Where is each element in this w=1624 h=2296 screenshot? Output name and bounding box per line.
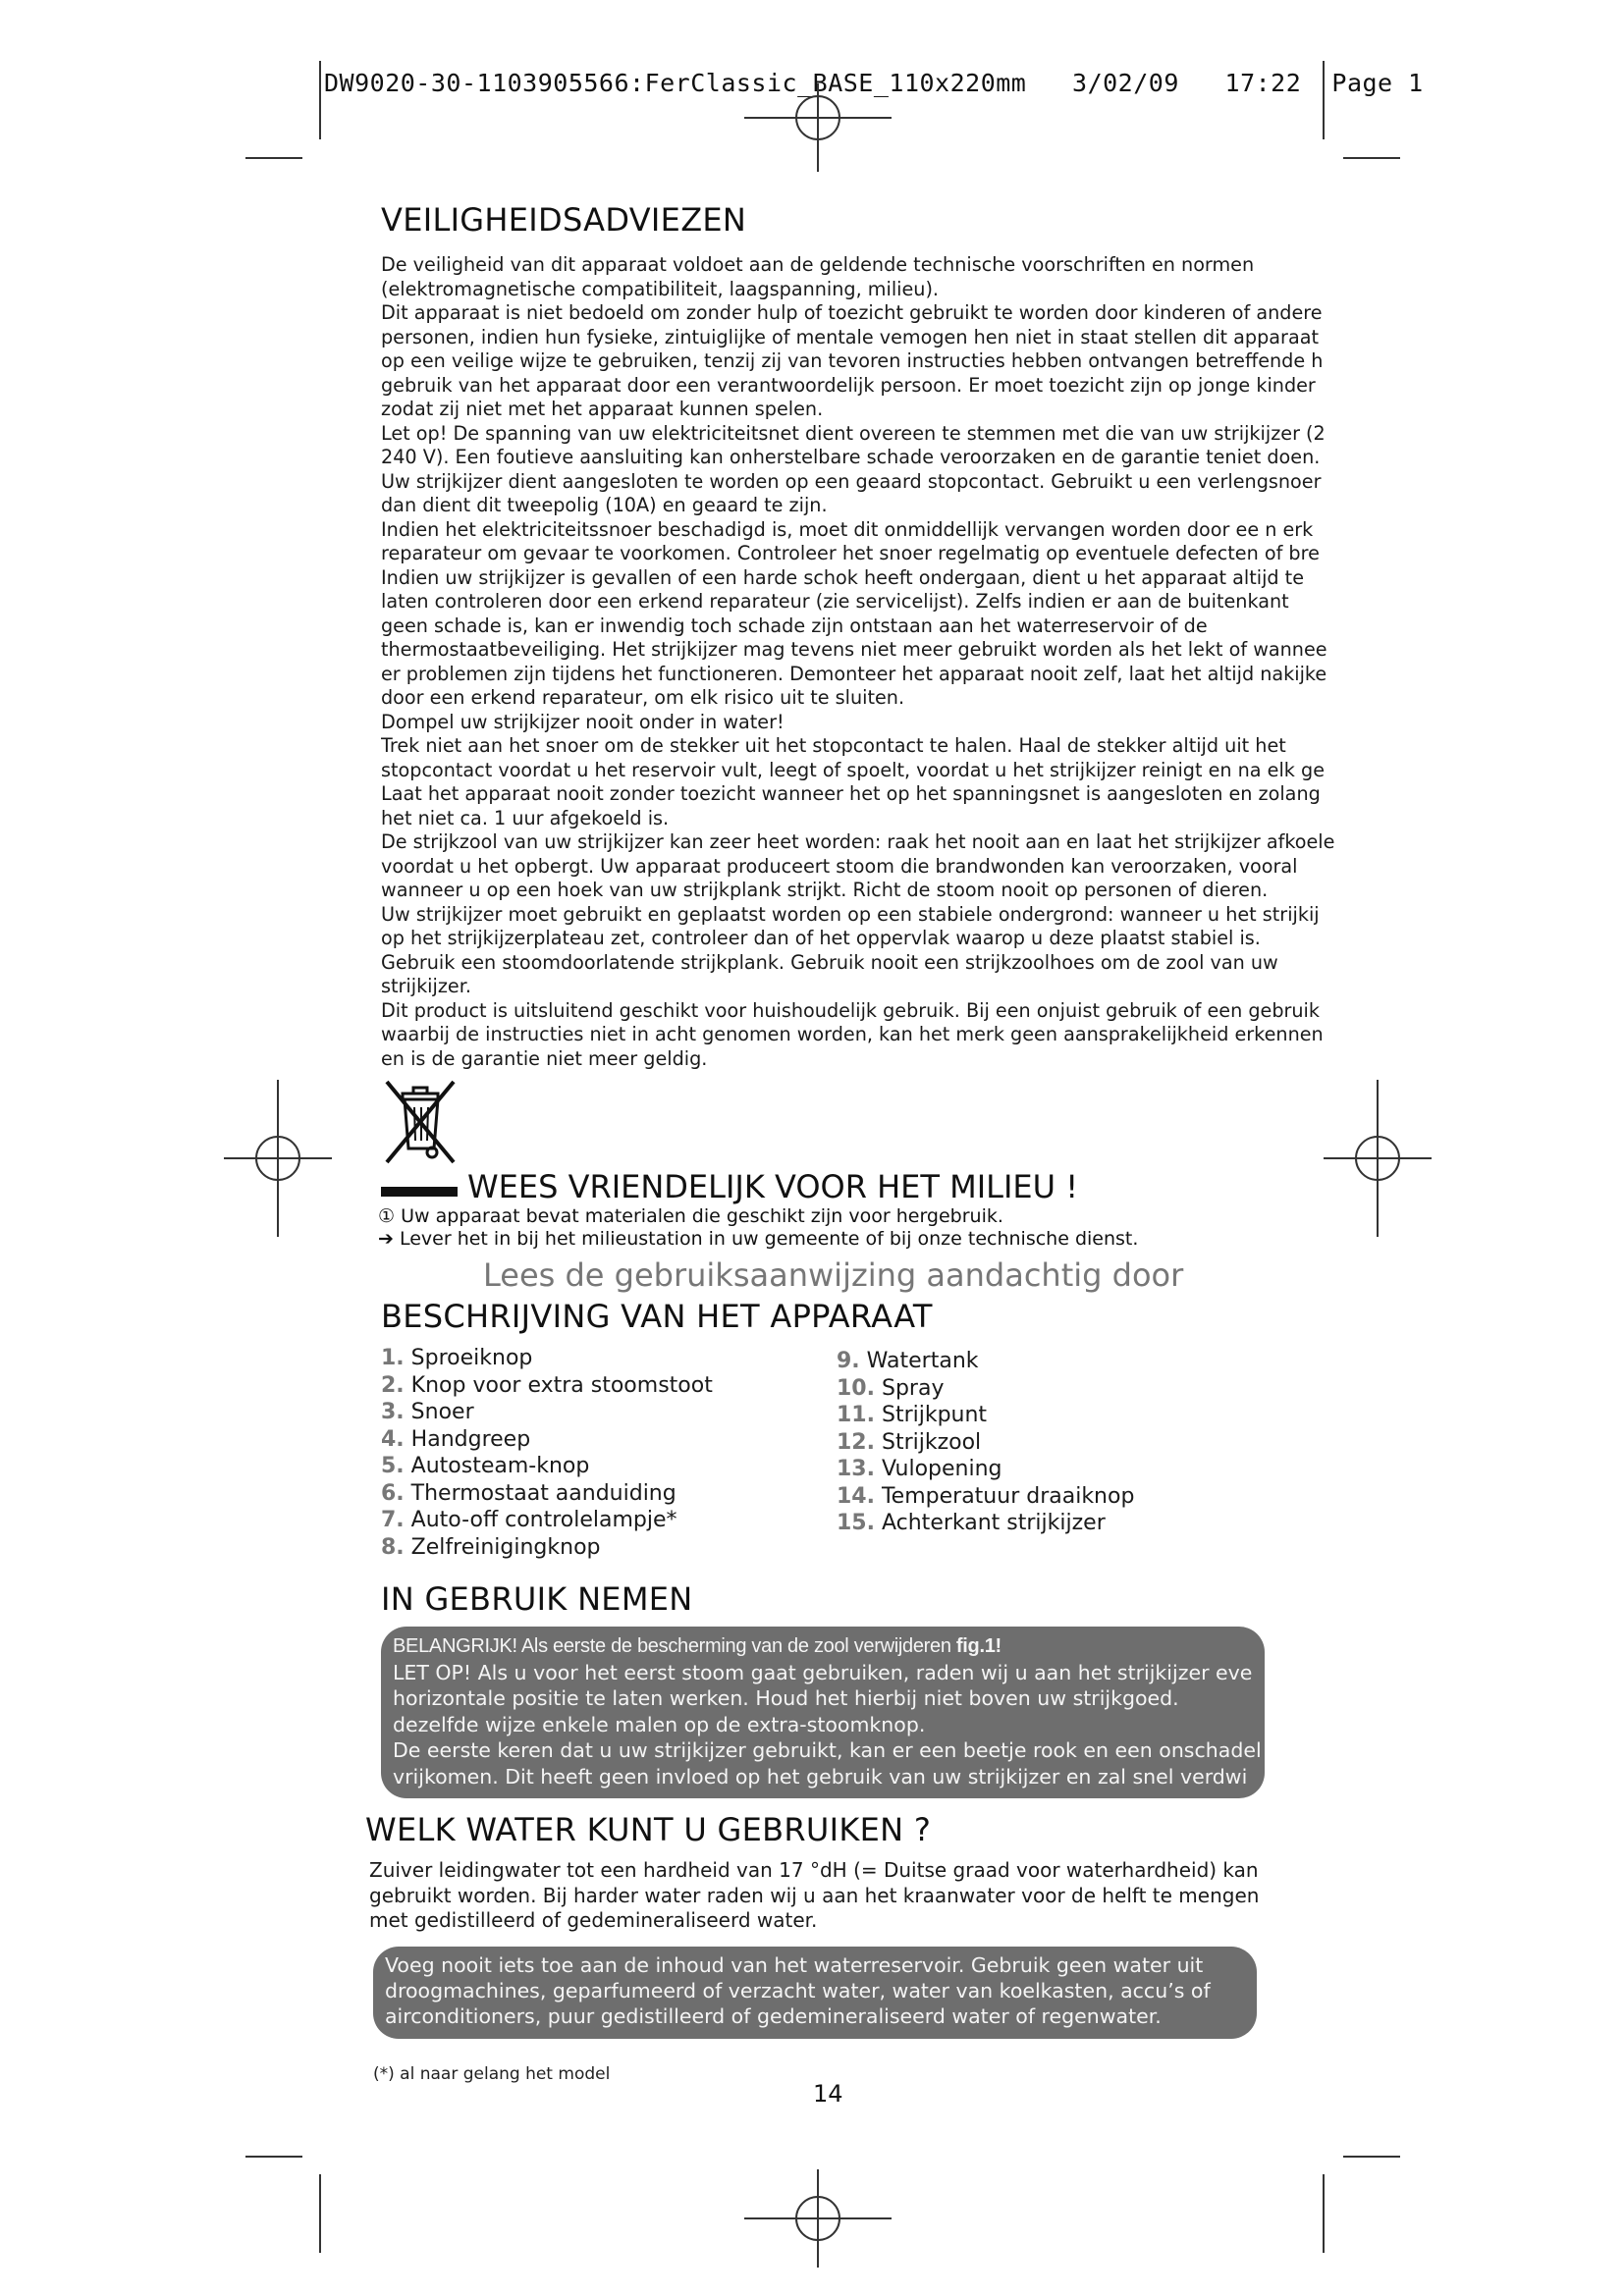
safety-text-line: Dit product is uitsluitend geschikt voor huishoudelijk gebruik. Bij een onjuist gebruik of een gebruik (381, 998, 1320, 1022)
safety-text-line: reparateur om gevaar te voorkomen. Controleer het snoer regelmatig op eventuele defecten of bre (381, 542, 1320, 564)
water-body (369, 1858, 1259, 1934)
water-warning-line: droogmachines, geparfumeerd of verzacht water, water van koelkasten, accu’s of (385, 1979, 1211, 2002)
parts-list-right (837, 1348, 1134, 1537)
first-use-text-line: horizontale positie te laten werken. Houd het hierbij niet boven uw strijkgoed. (393, 1686, 1179, 1710)
safety-text-line: stopcontact voordat u het reservoir vult, leegt of spoelt, voordat u het strijkijzer reinigt en na elk ge (381, 758, 1325, 781)
registration-mark-left-icon (224, 1080, 332, 1237)
safety-text-line: Let op! De spanning van uw elektriciteitsnet dient overeen te stemmen met die van uw strijkijzer (2 (381, 421, 1326, 445)
water-title: WELK WATER KUNT U GEBRUIKEN ? (365, 1811, 932, 1848)
safety-text-line: Uw strijkijzer moet gebruikt en geplaatst worden op een stabiele ondergrond: wanneer u het strijkij (381, 902, 1320, 926)
title-bar-decoration (381, 1187, 458, 1197)
header-page: Page 1 (1331, 69, 1424, 97)
part-label: Autosteam-knop (410, 1454, 590, 1478)
figure-reference: fig.1 (955, 1635, 996, 1657)
part-number: 2. (381, 1372, 405, 1398)
safety-text-line: Trek niet aan het snoer om de stekker uit het stopcontact te halen. Haal de stekker altijd uit het (381, 734, 1286, 757)
safety-text-line: en is de garantie niet meer geldig. (381, 1046, 708, 1070)
safety-text-line: Gebruik een stoomdoorlatende strijkplank. Gebruik nooit een strijkzoolhoes om de zool van uw (381, 950, 1278, 974)
part-number: 13. (837, 1457, 875, 1481)
part-number: 10. (837, 1375, 875, 1401)
first-use-text-line: dezelfde wijze enkele malen op de extra-stoomknop. (393, 1712, 926, 1736)
safety-text-line: dan dient dit tweepolig (10A) en geaard te zijn. (381, 494, 828, 516)
first-use-lines (381, 1660, 1265, 1790)
part-item (381, 1534, 713, 1562)
safety-body (381, 253, 1369, 1071)
water-text-line: Zuiver leidingwater tot een hardheid van 17 °dH (= Duitse graad voor waterhardheid) kan (369, 1858, 1259, 1882)
first-use-text-line: LET OP! Als u voor het eerst stoom gaat gebruiken, raden wij u aan het strijkijzer eve (393, 1660, 1253, 1684)
registration-mark-top-icon (739, 83, 896, 172)
part-item (837, 1429, 1134, 1457)
environment-line-return (378, 1228, 1138, 1250)
water-text-line: met gedistilleerd of gedemineraliseerd water. (369, 1908, 818, 1932)
part-item (837, 1375, 1134, 1403)
part-number: 7. (381, 1508, 405, 1532)
arrow-symbol: ➔ (378, 1228, 394, 1250)
safety-text-line: thermostaatbeveiliging. Het strijkijzer mag tevens niet meer gebruikt worden als het lekt of wannee (381, 638, 1327, 661)
safety-text-line: zodat zij niet met het apparaat kunnen spelen. (381, 398, 824, 420)
safety-text-line: Indien uw strijkijzer is gevallen of een harde schok heeft ondergaan, dient u het apparaat altijd te (381, 565, 1305, 589)
safety-text-line: Laat het apparaat nooit zonder toezicht wanneer het op het spanningsnet is aangesloten en zolang (381, 782, 1321, 805)
part-item (381, 1345, 713, 1372)
recycle-symbol: ① (378, 1205, 396, 1227)
crossed-out-wheelie-bin-icon (381, 1080, 460, 1166)
part-label: Strijkpunt (881, 1403, 988, 1427)
safety-text-line: laten controleren door een erkend reparateur (zie servicelijst). Zelfs indien er aan de buitenkant (381, 590, 1289, 613)
part-label: Snoer (410, 1400, 474, 1424)
water-text-line: gebruikt worden. Bij harder water raden wij u aan het kraanwater voor de helft te mengen (369, 1883, 1260, 1907)
part-item (837, 1456, 1134, 1483)
part-label: Spray (881, 1375, 945, 1401)
first-use-important-line (381, 1633, 1265, 1660)
crop-mark-top-right-h (1343, 157, 1400, 159)
part-item (381, 1399, 713, 1426)
part-label: Auto-off controlelampje* (410, 1508, 677, 1532)
safety-text-line: De strijkzool van uw strijkijzer kan zeer heet worden: raak het nooit aan en laat het strijkijzer afkoele (381, 830, 1335, 853)
description-title: BESCHRIJVING VAN HET APPARAAT (381, 1298, 933, 1335)
part-label: Temperatuur draaiknop (881, 1483, 1135, 1509)
part-number: 12. (837, 1429, 875, 1455)
header-file-id: DW9020-30-1103905566:FerClassic_BASE_110x220mm (324, 69, 1027, 97)
part-number: 9. (837, 1349, 860, 1373)
part-item (381, 1372, 713, 1400)
crop-mark-bottom-left-v (319, 2174, 321, 2253)
part-item (837, 1402, 1134, 1429)
safety-text-line: (elektromagnetische compatibiliteit, laagspanning, milieu). (381, 277, 940, 300)
safety-text-line: De veiligheid van dit apparaat voldoet aan de geldende technische voorschriften en normen (381, 253, 1255, 276)
part-label: Achterkant strijkijzer (881, 1511, 1106, 1535)
crop-mark-top-left-h (245, 157, 302, 159)
part-number: 4. (381, 1426, 405, 1452)
safety-text-line: Dompel uw strijkijzer nooit onder in water! (381, 710, 785, 733)
part-label: Thermostaat aanduiding (410, 1480, 677, 1506)
part-item (837, 1483, 1134, 1511)
first-use-title: IN GEBRUIK NEMEN (381, 1580, 693, 1618)
water-warning-line: airconditioners, puur gedistilleerd of gedemineraliseerd water of regenwater. (385, 2004, 1162, 2028)
crop-mark-bottom-right-h (1343, 2156, 1400, 2158)
safety-text-line: het niet ca. 1 uur afgekoeld is. (381, 806, 670, 829)
registration-mark-right-icon (1324, 1080, 1432, 1237)
part-label: Sproeiknop (410, 1346, 533, 1370)
part-label: Zelfreinigingknop (410, 1534, 601, 1560)
part-item (837, 1510, 1134, 1537)
environment-line-1: Uw apparaat bevat materialen die geschikt zijn voor hergebruik. (401, 1205, 1003, 1227)
safety-text-line: Uw strijkijzer dient aangesloten te worden op een geaard stopcontact. Gebruikt u een verlengsnoer (381, 469, 1322, 493)
header-date: 3/02/09 (1072, 69, 1179, 97)
part-label: Watertank (866, 1349, 979, 1373)
part-number: 14. (837, 1483, 875, 1509)
part-number: 5. (381, 1454, 405, 1478)
header-time: 17:22 (1224, 69, 1302, 97)
safety-text-line: waarbij de instructies niet in acht genomen worden, kan het merk geen aansprakelijkheid erkennen (381, 1023, 1324, 1045)
water-warning-line: Voeg nooit iets toe aan de inhoud van het waterreservoir. Gebruik geen water uit (385, 1953, 1204, 1977)
safety-text-line: voordat u het opbergt. Uw apparaat produceert stoom die brandwonden kan veroorzaken, vooral (381, 854, 1298, 878)
registration-mark-bottom-icon (739, 2169, 896, 2268)
page-number: 14 (813, 2080, 843, 2108)
first-use-notice-box (381, 1627, 1265, 1798)
safety-text-line: Dit apparaat is niet bedoeld om zonder hulp of toezicht gebruikt te worden door kinderen of andere (381, 301, 1323, 324)
part-item (381, 1480, 713, 1508)
environment-title-text: WEES VRIENDELIJK VOOR HET MILIEU ! (467, 1168, 1079, 1205)
environment-line-recycle (378, 1205, 1003, 1227)
part-label: Knop voor extra stoomstoot (410, 1372, 713, 1398)
part-number: 11. (837, 1403, 875, 1427)
crop-mark-top-left-v (319, 61, 321, 139)
safety-text-line: op een veilige wijze te gebruiken, tenzij zij van tevoren instructies hebben ontvangen betreffende h (381, 349, 1324, 372)
part-label: Vulopening (881, 1457, 1002, 1481)
part-item (381, 1426, 713, 1454)
water-warning-box (373, 1947, 1257, 2039)
safety-text-line: personen, indien hun fysieke, zintuiglijke of mentale vemogen hen niet in staat stellen dit apparaat (381, 325, 1319, 348)
safety-title: VEILIGHEIDSADVIEZEN (381, 201, 747, 239)
read-instructions-note: Lees de gebruiksaanwijzing aandachtig door (483, 1256, 1184, 1294)
environment-title (381, 1168, 1078, 1205)
water-warning-lines (373, 1952, 1257, 2029)
safety-text-line: er problemen zijn tijdens het functioneren. Demonteer het apparaat nooit zelf, laat het altijd nakijke (381, 662, 1327, 685)
part-number: 3. (381, 1400, 405, 1424)
first-use-important-text: BELANGRIJK! Als eerste de bescherming van de zool verwijderen (393, 1635, 956, 1657)
safety-text-line: strijkijzer. (381, 975, 471, 997)
first-use-text-line: De eerste keren dat u uw strijkijzer gebruikt, kan er een beetje rook en een onschadel (393, 1738, 1262, 1762)
crop-mark-top-right-v (1323, 61, 1325, 139)
safety-text-line: Indien het elektriciteitssnoer beschadigd is, moet dit onmiddellijk vervangen worden door ee n erk (381, 517, 1314, 541)
figure-reference-suffix: ! (995, 1635, 1001, 1657)
part-item (381, 1507, 713, 1534)
safety-text-line: op het strijkijzerplateau zet, controleer dan of het oppervlak waarop u deze plaatst stabiel is. (381, 927, 1261, 949)
part-label: Strijkzool (881, 1429, 982, 1455)
part-number: 6. (381, 1480, 405, 1506)
part-number: 8. (381, 1534, 405, 1560)
part-label: Handgreep (410, 1426, 531, 1452)
part-item (381, 1453, 713, 1480)
part-number: 1. (381, 1346, 405, 1370)
safety-text-line: gebruik van het apparaat door een verantwoordelijk persoon. Er moet toezicht zijn op jonge kinder (381, 373, 1316, 397)
environment-line-2: Lever het in bij het milieustation in uw gemeente of bij onze technische dienst. (399, 1228, 1139, 1250)
parts-list-left (381, 1345, 713, 1561)
crop-mark-bottom-left-h (245, 2156, 302, 2158)
safety-text-line: door een erkend reparateur, om elk risico uit te sluiten. (381, 686, 905, 709)
safety-text-line: 240 V). Een foutieve aansluiting kan onherstelbare schade veroorzaken en de garantie teniet doen. (381, 446, 1321, 468)
footnote: (*) al naar gelang het model (373, 2064, 611, 2084)
safety-text-line: wanneer u op een hoek van uw strijkplank strijkt. Richt de stoom nooit op personen of dieren. (381, 879, 1269, 901)
first-use-text-line: vrijkomen. Dit heeft geen invloed op het gebruik van uw strijkijzer en zal snel verdwi (393, 1764, 1248, 1789)
crop-mark-bottom-right-v (1323, 2174, 1325, 2253)
part-item (837, 1348, 1134, 1375)
safety-text-line: geen schade is, kan er inwendig toch schade zijn ontstaan aan het waterreservoir of de (381, 614, 1208, 637)
part-number: 15. (837, 1511, 875, 1535)
